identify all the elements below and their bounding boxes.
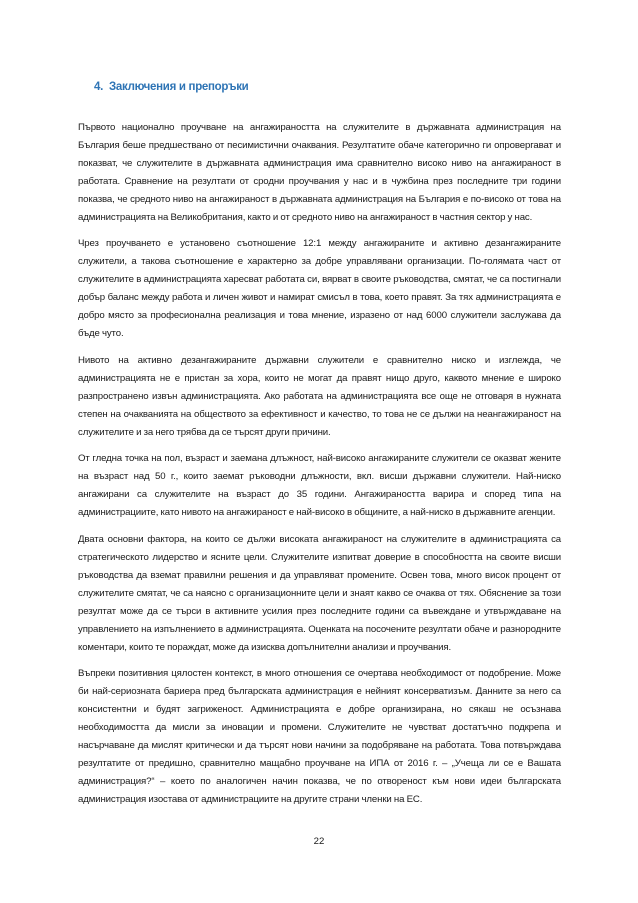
section-number: 4. [94,81,103,93]
paragraph: Въпреки позитивния цялостен контекст, в много отношения се очертава необходимост от подобрение. Може би най-сериозната бариера пред българската администрация е нейният консерватизъм. Данните за него са консистентни и будят загриженост. Администрацията е добре организирана, но сякаш не осъзнава необходимостта да мисли за иновации и промени. Служителите не чувстват достатъчно подкрепа и насърчаване да мислят критически и да търсят нови начини за подобряване на работата. Това потвърждава резултатите от предишно, сравнително мащабно проучване на ИПА от 2016 г. – „Учеща ли се е Вашата администрация?“ – което по аналогичен начин показва, че по отвореност към нови идеи българската администрация изостава от администрациите на другите страни членки на ЕС. [78,667,561,805]
paragraph: Нивото на активно дезангажираните държавни служители е сравнително ниско и изглежда, че администрацията не е пристан за хора, които не могат да правят нищо друго, каквото мнение е широко разпространено извън администрацията. Ако работата на администрацията все още не отговаря в нужната степен на очакванията на обществото за ефективност и качество, то това не се дължи на неангажираност на служителите и за него трябва да се търсят други причини. [78,354,561,438]
paragraph: Двата основни фактора, на които се дължи високата ангажираност на служителите в администрацията са стратегическото лидерство и ясните цели. Служителите изпитват доверие в способността на своите висши ръководства да вземат правилни решения и да управляват промените. Освен това, много висок процент от служителите смятат, че са наясно с организационните цели и знаят какво се очаква от тях. Обяснение за този резултат може да се търси в активните усилия през последните години са въвеждане и утвърждаване на управлението на изпълнението в администрацията. Оценката на посочените резултати обаче и разнородните коментари, които те пораждат, може да изисква допълнителни анализи и проучвания. [78,533,561,653]
section-title: Заключения и препоръки [109,81,249,93]
paragraph: Чрез проучването е установено съотношение 12:1 между ангажираните и активно дезангажираните служители, а такова съотношение е характерно за добре управлявани организации. По-голямата част от служителите в администрацията харесват работата си, вярват в своите ръководства, смятат, че са постигнали добър баланс между работа и личен живот и намират смисъл в това, което правят. За тях администрацията е добро място за професионална реализация и това мнение, изразено от над 6000 служители заслужава да бъде чуто. [78,238,561,340]
section-heading [94,81,248,93]
paragraph: Първото национално проучване на ангажираността на служителите в държавната администрация на България беше предшествано от песимистични очаквания. Резултатите обаче категорично ги опровергават и показват, че служителите в държавната администрация има сравнително високо ниво на ангажираност в работата. Сравнение на резултати от сродни проучвания у нас и в чужбина през последните три години показва, че средното ниво на ангажираност в държавната администрация на България е по-високо от това на администрацията на Великобритания, както и от средното ниво на ангажираност в частния сектор у нас. [78,122,561,223]
body-text [78,119,561,817]
page-number: 22 [313,836,325,847]
paragraph: От гледна точка на пол, възраст и заемана длъжност, най-високо ангажираните служители се оказват жените на възраст над 50 г., които заемат ръководни длъжности, вкл. висши държавни служители. Най-ниско ангажирани са служителите на възраст до 35 години. Ангажираността варира и според типа на администрациите, като нивото на ангажираност е най-високо в общините, а най-ниско в държавните агенции. [78,453,561,519]
